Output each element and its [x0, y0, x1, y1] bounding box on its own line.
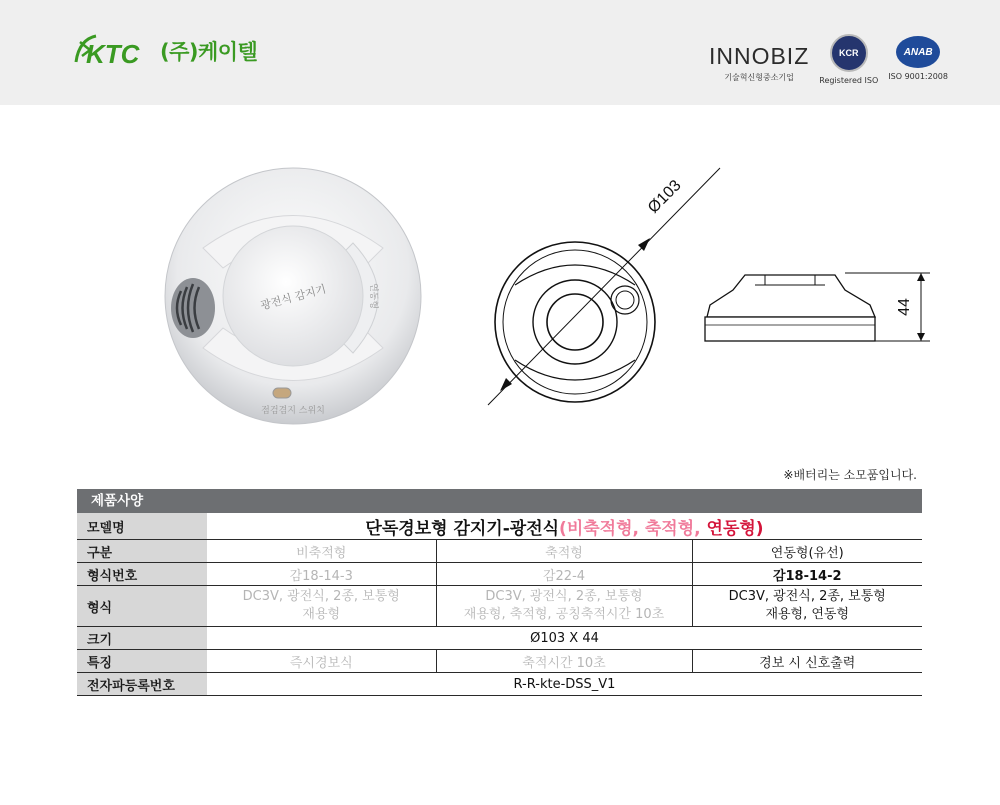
anab-cert — [888, 34, 948, 81]
certifications — [709, 34, 948, 85]
row-label: 형식 — [77, 586, 207, 627]
header-bar — [0, 0, 1000, 105]
row-label: 전자파등록번호 — [77, 673, 207, 696]
table-cell: 감18-14-2 — [692, 563, 922, 586]
ktc-logo-icon — [70, 34, 152, 68]
row-label: 특징 — [77, 650, 207, 673]
cap-label: 광전식 감지기 — [259, 282, 328, 313]
cell-line: DC3V, 광전식, 2종, 보통형 — [242, 589, 400, 604]
spec-title: 제품사양 — [77, 489, 922, 513]
table-row-size — [77, 627, 922, 650]
speaker-grille-icon — [171, 278, 215, 338]
diameter-dimension: Ø103 — [644, 176, 685, 217]
table-cell: 감18-14-3 — [207, 563, 436, 586]
table-cell: 경보 시 신호출력 — [692, 650, 922, 673]
table-cell: 축적형 — [436, 540, 692, 563]
table-row-model — [77, 513, 922, 540]
product-photo — [163, 163, 423, 428]
table-row-format-no — [77, 563, 922, 586]
model-variants: (비축적형, 축적형, — [559, 518, 707, 539]
spec-section — [77, 489, 922, 696]
innobiz-caption: 기술혁신형중소기업 — [724, 73, 794, 82]
switch-label: 점검겸지 스위치 — [261, 406, 325, 416]
model-name: 단독경보형 감지기-광전식 — [365, 518, 560, 539]
spec-table — [77, 513, 922, 696]
innobiz-cert — [709, 34, 809, 83]
table-row-format — [77, 586, 922, 627]
innobiz-wordmark: INNOBIZ — [708, 43, 810, 69]
table-cell: 축적시간 10초 — [436, 650, 692, 673]
cell-line: 재용형 — [302, 607, 341, 622]
row-label: 형식번호 — [77, 563, 207, 586]
table-cell: R-R-kte-DSS_V1 — [207, 673, 922, 696]
kcr-cert — [819, 34, 878, 85]
svg-text:KTC: KTC — [86, 39, 140, 68]
side-label: 연동형 — [368, 282, 378, 310]
model-variant-last: 연동형) — [706, 518, 764, 539]
kcr-seal-icon: KCR — [830, 34, 868, 72]
table-cell — [436, 586, 692, 627]
table-cell: 비축적형 — [207, 540, 436, 563]
cell-line: DC3V, 광전식, 2종, 보통형 — [728, 589, 886, 604]
cell-line: 재용형, 연동형 — [765, 607, 850, 622]
table-cell: 즉시경보식 — [207, 650, 436, 673]
row-label: 모델명 — [77, 513, 207, 540]
cell-line: DC3V, 광전식, 2종, 보통형 — [485, 589, 643, 604]
table-cell: 연동형(유선) — [692, 540, 922, 563]
battery-note: ※배터리는 소모품입니다. — [783, 468, 917, 482]
anab-caption: ISO 9001:2008 — [888, 72, 948, 81]
cell-line: 재용형, 축적형, 공칭축적시간 10초 — [463, 607, 665, 622]
table-row-type — [77, 540, 922, 563]
table-cell: Ø103 X 44 — [207, 627, 922, 650]
table-cell — [692, 586, 922, 627]
anab-seal-icon: ANAB — [896, 36, 940, 68]
row-label: 크기 — [77, 627, 207, 650]
top-view-drawing — [480, 160, 725, 410]
company-name: (주)케이텔 — [160, 40, 258, 64]
height-dimension: 44 — [896, 298, 913, 316]
table-row-feature — [77, 650, 922, 673]
table-row-registration — [77, 673, 922, 696]
row-label: 구분 — [77, 540, 207, 563]
kcr-caption: Registered ISO — [819, 76, 879, 85]
side-view-drawing — [695, 255, 935, 355]
table-cell — [207, 586, 436, 627]
test-switch-button[interactable] — [273, 388, 291, 398]
company-logo[interactable] — [70, 34, 257, 68]
model-name-cell — [207, 513, 922, 540]
table-cell: 감22-4 — [436, 563, 692, 586]
